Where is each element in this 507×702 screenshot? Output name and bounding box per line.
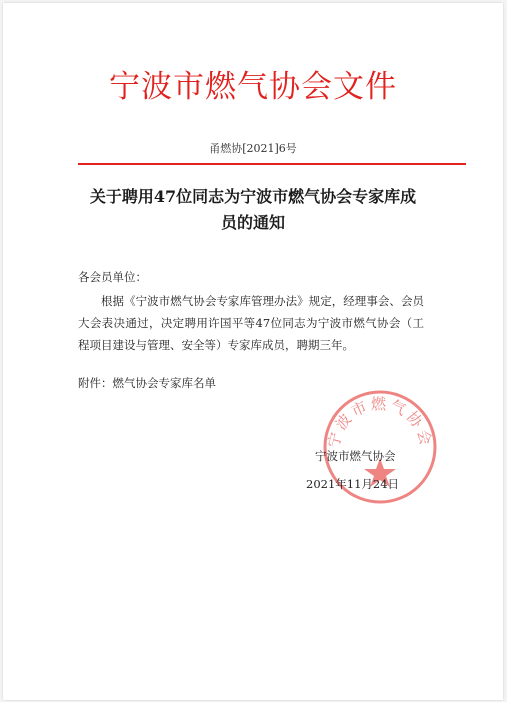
document-page xyxy=(3,3,503,700)
header-title: 宁波市燃气协会文件 xyxy=(109,69,397,105)
signature-date: 2021年11月24日 xyxy=(306,477,400,491)
body-paragraph: 根据《宁波市燃气协会专家库管理办法》规定，经理事会、会员大会表决通过，决定聘用许国平等47位同志为宁波市燃气协会（工程项目建设与管理、安全等）专家库成员，聘期三年。 xyxy=(78,294,424,352)
document-number: 甬燃协[2021]6号 xyxy=(209,142,297,155)
notice-title: 关于聘用47位同志为宁波市燃气协会专家库成员的通知 xyxy=(89,187,417,232)
signature-organization: 宁波市燃气协会 xyxy=(315,449,396,463)
svg-text:宁波市燃气协会: 宁波市燃气协会 xyxy=(324,394,436,450)
header-divider xyxy=(78,163,466,165)
salutation: 各会员单位： xyxy=(78,270,147,284)
attachment-line: 附件：燃气协会专家库名单 xyxy=(78,376,216,390)
